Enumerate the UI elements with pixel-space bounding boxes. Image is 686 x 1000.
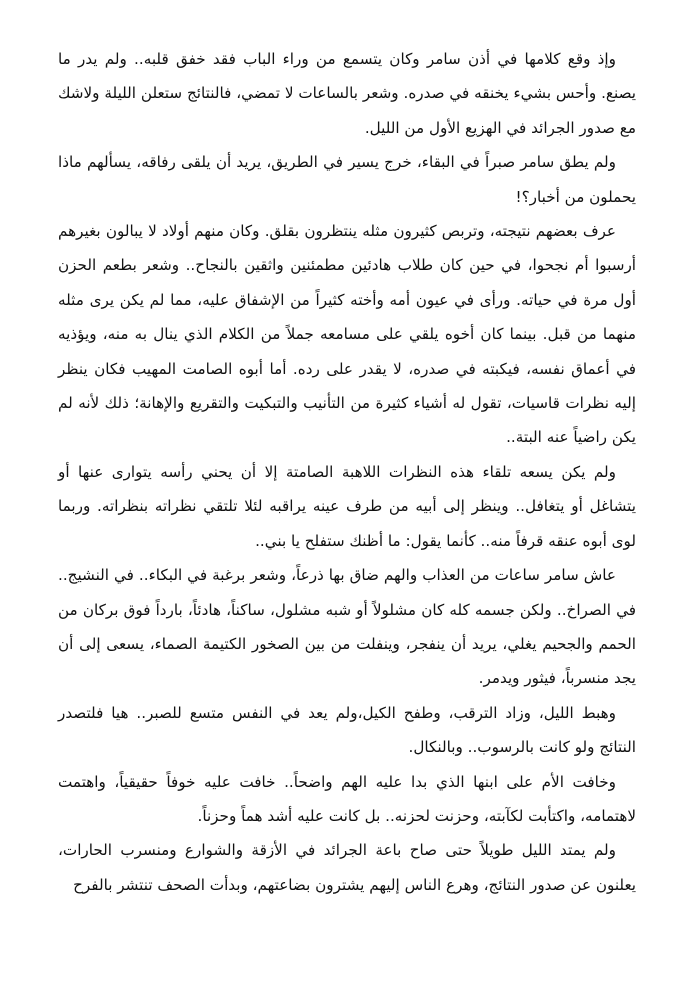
paragraph-1: وإذ وقع كلامها في أذن سامر وكان يتسمع من وراء الباب فقد خفق قلبه.. ولم يدر ما يصنع. وأحس بشيء يخنقه في صدره. وشعر بالساعات لا تمضي، فالنتائج ستعلن الليلة ولاشك مع صدور الجرائد في الهزيع الأول من الليل. [58,50,636,137]
paragraph-8: ولم يمتد الليل طويلاً حتى صاح باعة الجرائد في الأزقة والشوارع ومنسرب الحارات، يعلنون عن صدور النتائج، وهرع الناس إليهم يشترون بضاعتهم، وبدأت الصحف تنتشر بالفرح [58,841,636,894]
paragraph-3: عرف بعضهم نتيجته، وتربص كثيرون مثله ينتظرون بقلق. وكان منهم أولاد لا يبالون بغيرهم أرسبوا أم نجحوا، في حين كان طلاب هادئين مطمئنين واثقين بالنجاح.. وشعر بطعم الحزن أول مرة في حياته. ورأى في عيون أمه وأخته كثيراً من الإشفاق عليه، مما لم يكن يرى مثله منهما من قبل. بينما كان أخوه يلقي على مسامعه جملاً من الكلام الذي ينال به منه، ويؤذيه في أعماق نفسه، فيكبته في صدره، لا يقدر على رده. أما أبوه الصامت المهيب فكان ينظر إليه نظرات قاسيات، تقول له أشياء كثيرة من التأنيب والتبكيت والتقريع والإهانة؛ ذلك لأنه لم يكن راضياً عنه البتة.. [58,222,636,447]
paragraph-6: وهبط الليل، وزاد الترقب، وطفح الكيل،ولم يعد في النفس متسع للصبر.. هيا فلتصدر النتائج ولو كانت بالرسوب.. وبالنكال. [58,703,636,757]
paragraph-2: ولم يطق سامر صبراً في البقاء، خرج يسير في الطريق، يريد أن يلقى رفاقه، يسألهم ماذا يحملون من أخبار؟! [58,153,636,206]
paragraph-5: عاش سامر ساعات من العذاب والهم ضاق بها ذرعاً، وشعر برغبة في البكاء.. في النشيج.. في الصراخ.. ولكن جسمه كله كان مشلولاً أو شبه مشلول، ساكناً، هادئاً، بارداً فوق بركان من الحمم والجحيم يغلي، يريد أن ينفجر، وينفلت من بين الصخور الكتيمة الصماء، يسعى إلى أن يجد منسرباً، فيثور ويدمر. [58,566,636,688]
paragraph-7: وخافت الأم على ابنها الذي بدا عليه الهم واضحاً.. خافت عليه خوفاً حقيقياً، واهتمت لاهتمامه، واكتأبت لكآبته، وحزنت لحزنه.. بل كانت عليه أشد هماً وحزناً. [58,772,636,825]
paragraph-4: ولم يكن يسعه تلقاء هذه النظرات اللاهبة الصامتة إلا أن يحني رأسه يتوارى عنها أو يتشاغل أو يتغافل.. وينظر إلى أبيه من طرف عينه يراقبه لئلا تلتقي نظراته بنظراته. وربما لوى أبوه عنقه قرفاً منه.. كأنما يقول: ما أظنك ستفلح يا بني.. [58,462,636,550]
